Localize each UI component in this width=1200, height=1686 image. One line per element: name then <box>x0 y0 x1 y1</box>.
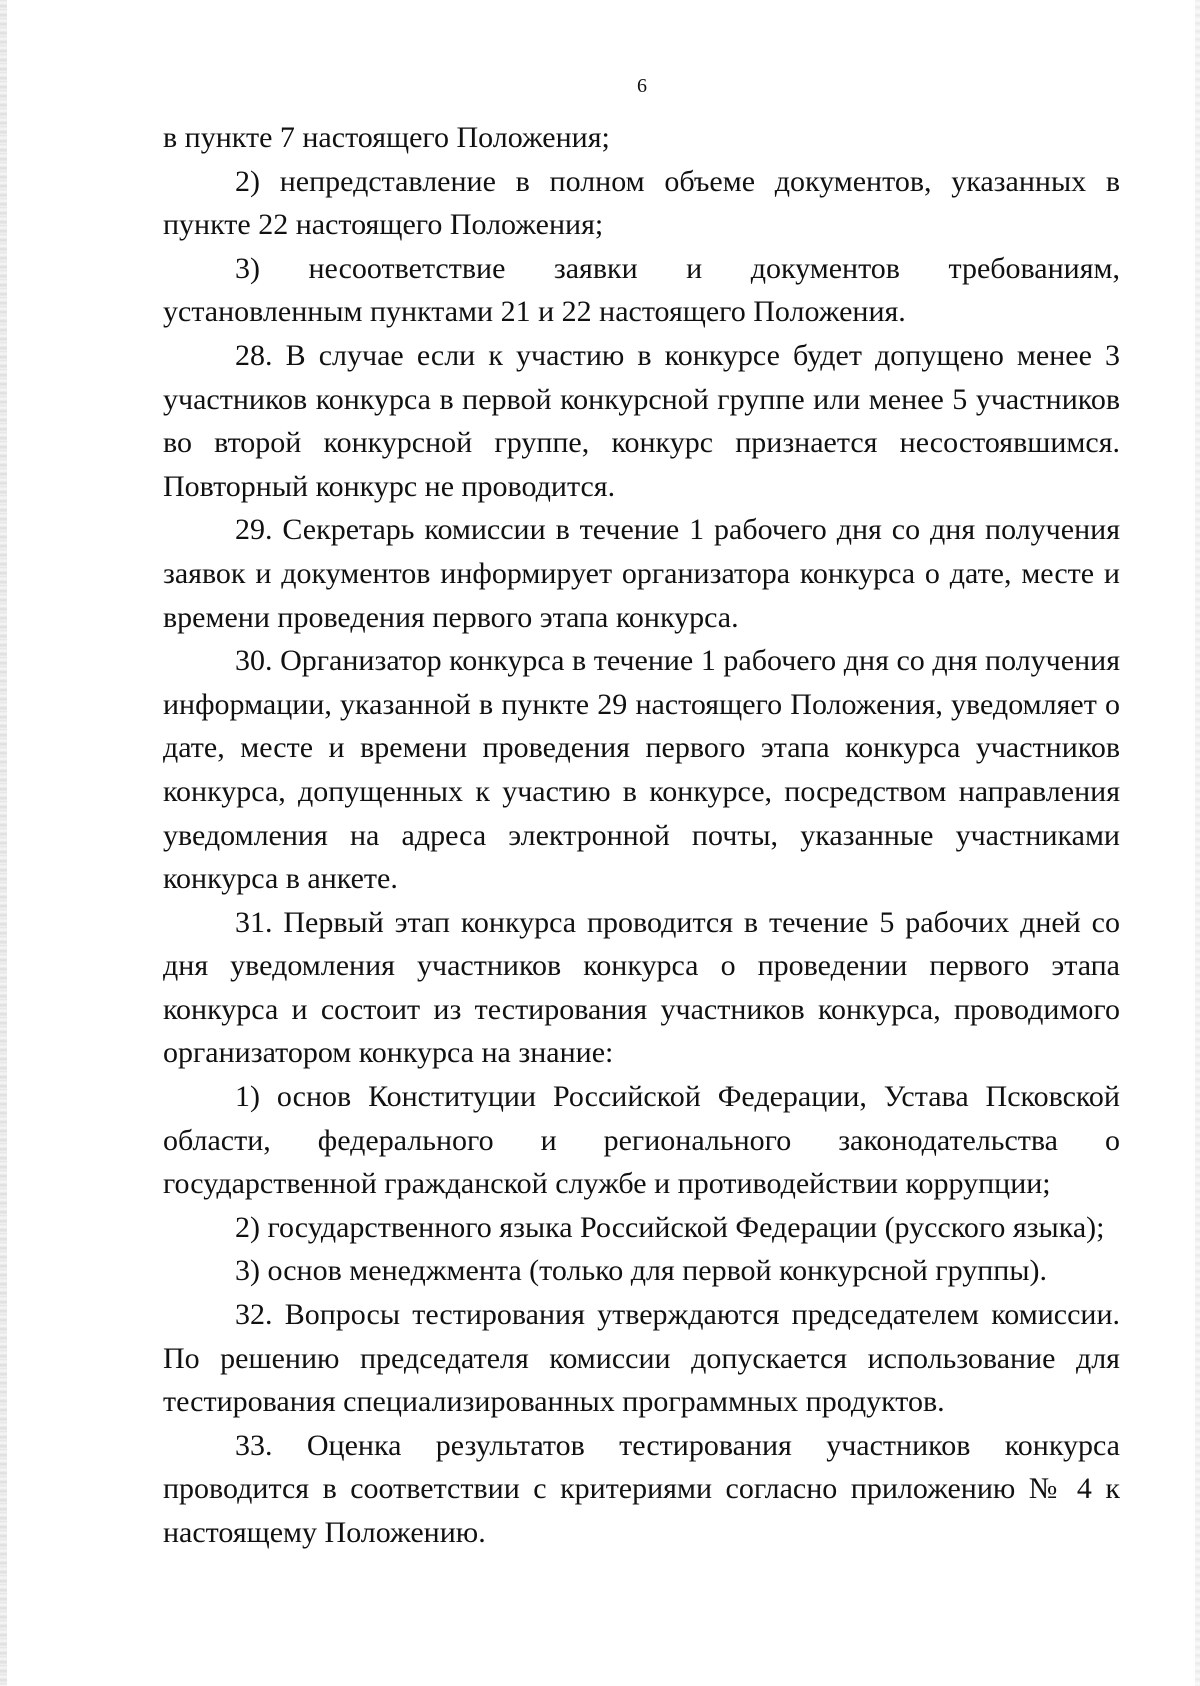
paragraph-29: 29. Секретарь комиссии в течение 1 рабочего дня со дня получения заявок и документов информирует организатора конкурса о дате, месте и времени проведения первого этапа конкурса. <box>163 513 1120 634</box>
page-number: 6 <box>637 75 647 97</box>
paragraph-31-item-3: 3) основ менеджмента (только для первой конкурсной группы). <box>235 1254 1047 1288</box>
paragraph-30: 30. Организатор конкурса в течение 1 рабочего дня со дня получения информации, указанной в пункте 29 настоящего Положения, уведомляет о дате, месте и времени проведения первого этапа конкурса участников конкурса, допущенных к участию в конкурсе, посредством направления уведомления на адреса электронной почты, указанные участниками конкурса в анкете. <box>163 644 1120 896</box>
paragraph-continuation: в пункте 7 настоящего Положения; <box>163 121 610 154</box>
paragraph-31-item-2: 2) государственного языка Российской Федерации (русского языка); <box>235 1210 1105 1244</box>
paragraph-33: 33. Оценка результатов тестирования участников конкурса проводится в соответствии с критериями согласно приложению № 4 к настоящему Положению. <box>163 1428 1120 1549</box>
scan-edge-left <box>0 0 7 1686</box>
paragraph-31: 31. Первый этап конкурса проводится в течение 5 рабочих дней со дня уведомления участников конкурса о проведении первого этапа конкурса и состоит из тестирования участников конкурса, проводимого организатором конкурса на знание: <box>163 905 1120 1070</box>
paragraph-32: 32. Вопросы тестирования утверждаются председателем комиссии. По решению председателя комиссии допускается использование для тестирования специализированных программных продуктов. <box>163 1298 1120 1419</box>
paragraph-31-item-1: 1) основ Конституции Российской Федерации, Устава Псковской области, федерального и регионального законодательства о государственной гражданской службе и противодействии коррупции; <box>163 1080 1120 1201</box>
paragraph-item-2: 2) непредставление в полном объеме документов, указанных в пункте 22 настоящего Положения; <box>163 164 1120 242</box>
paragraph-item-3: 3) несоответствие заявки и документов требованиям, установленным пунктами 21 и 22 настоящего Положения. <box>163 251 1120 329</box>
document-body <box>163 116 1120 1555</box>
scan-edge-right <box>1195 0 1200 1686</box>
paragraph-28: 28. В случае если к участию в конкурсе будет допущено менее 3 участников конкурса в первой конкурсной группе или менее 5 участников во второй конкурсной группе, конкурс признается несостоявшимся. Повторный конкурс не проводится. <box>163 338 1120 503</box>
